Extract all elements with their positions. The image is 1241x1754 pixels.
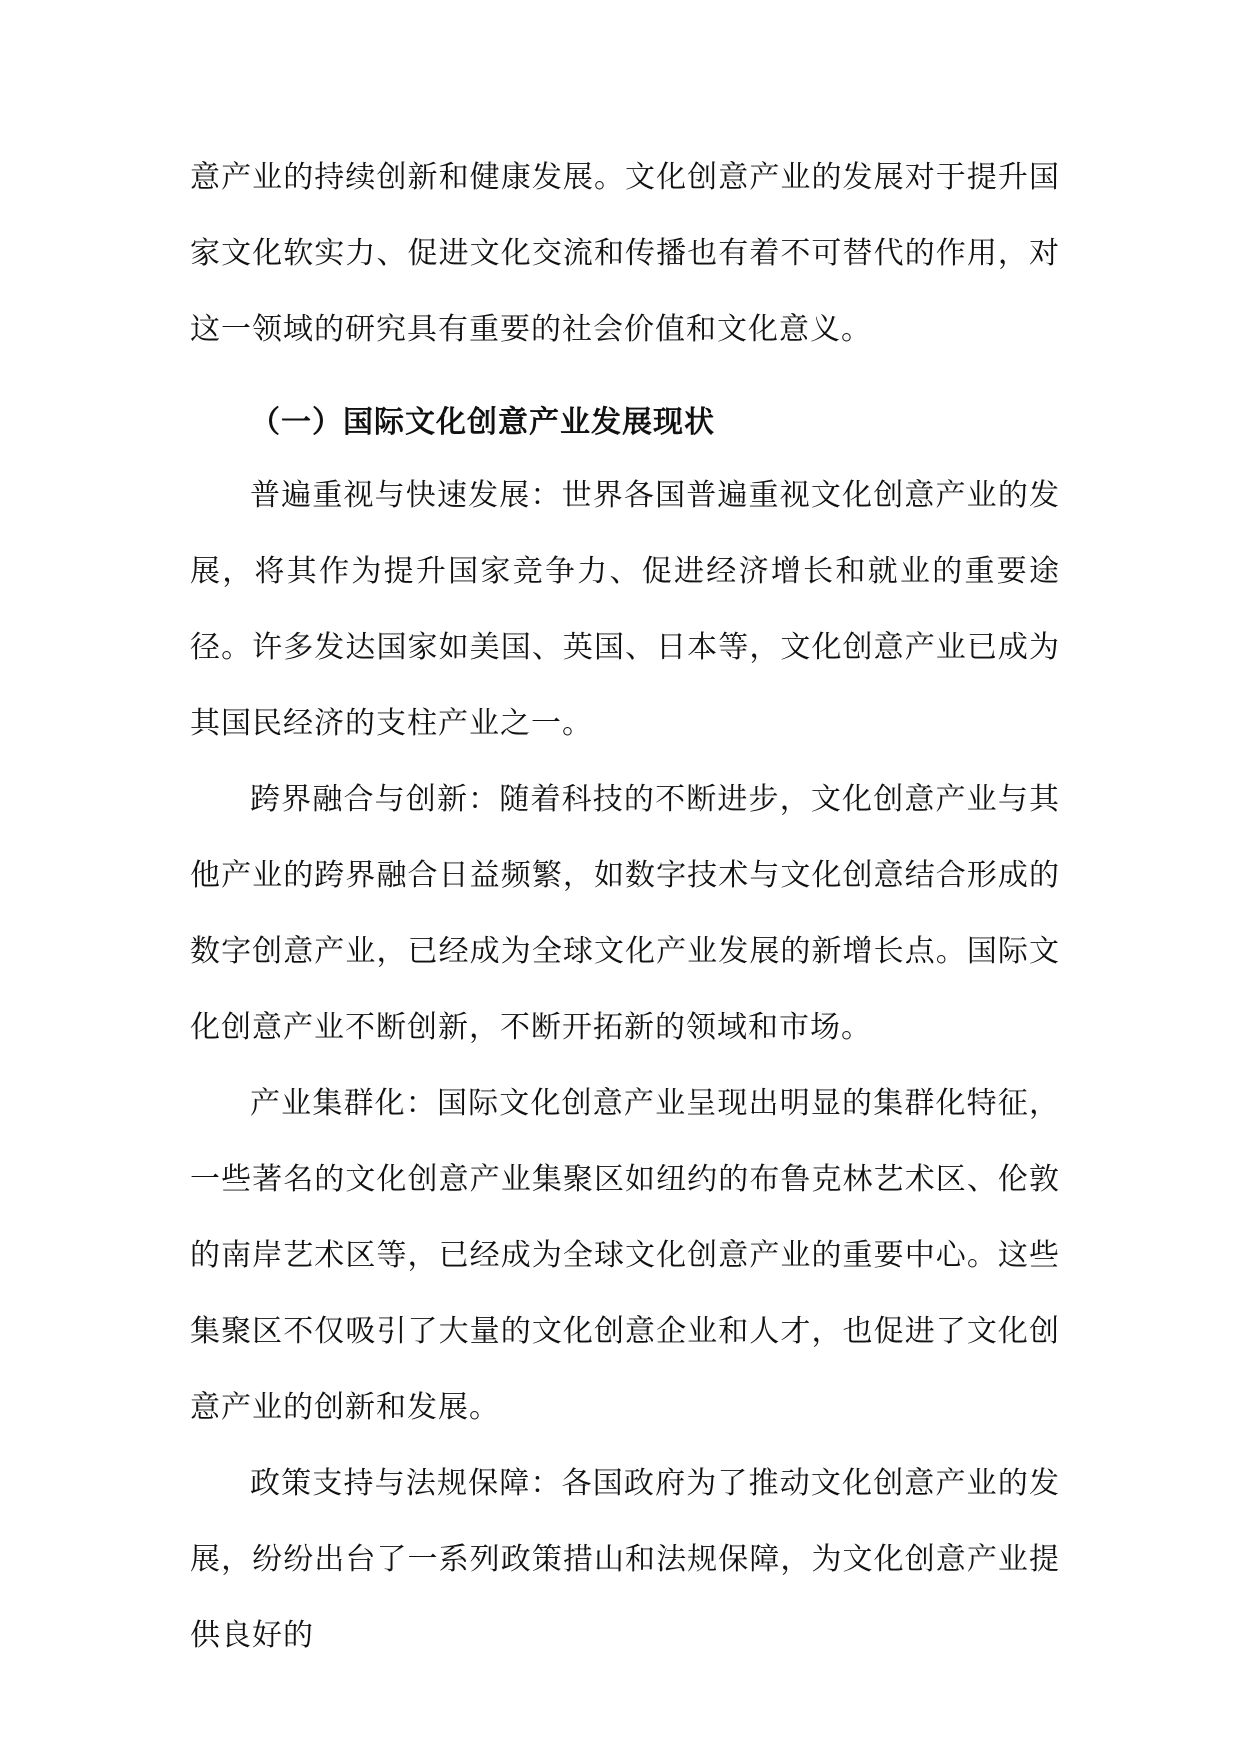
paragraph-industry-clustering: 产业集群化：国际文化创意产业呈现出明显的集群化特征，一些著名的文化创意产业集聚区如纽约的布鲁克林艺术区、伦敦的南岸艺术区等，已经成为全球文化创意产业的重要中心。这些集聚区不仅吸引了大量的文化创意企业和人才，也促进了文化创意产业的创新和发展。 [190,1086,1060,1425]
paragraph-widespread-development: 普遍重视与快速发展：世界各国普遍重视文化创意产业的发展，将其作为提升国家竞争力、促进经济增长和就业的重要途径。许多发达国家如美国、英国、日本等，文化创意产业已成为其国民经济的支柱产业之一。 [190,478,1060,741]
paragraph-policy-support: 政策支持与法规保障：各国政府为了推动文化创意产业的发展，纷纷出台了一系列政策措山和法规保障，为文化创意产业提供良好的 [190,1466,1060,1653]
document-body [190,140,1060,1674]
intro-paragraph: 意产业的持续创新和健康发展。文化创意产业的发展对于提升国家文化软实力、促进文化交流和传播也有着不可替代的作用，对这一领域的研究具有重要的社会价值和文化意义。 [190,160,1060,347]
section-heading: （一）国际文化创意产业发展现状 [250,405,715,440]
paragraph-cross-border-integration: 跨界融合与创新：随着科技的不断进步，文化创意产业与其他产业的跨界融合日益频繁，如数字技术与文化创意结合形成的数字创意产业，已经成为全球文化产业发展的新增长点。国际文化创意产业不断创新，不断开拓新的领域和市场。 [190,782,1060,1045]
